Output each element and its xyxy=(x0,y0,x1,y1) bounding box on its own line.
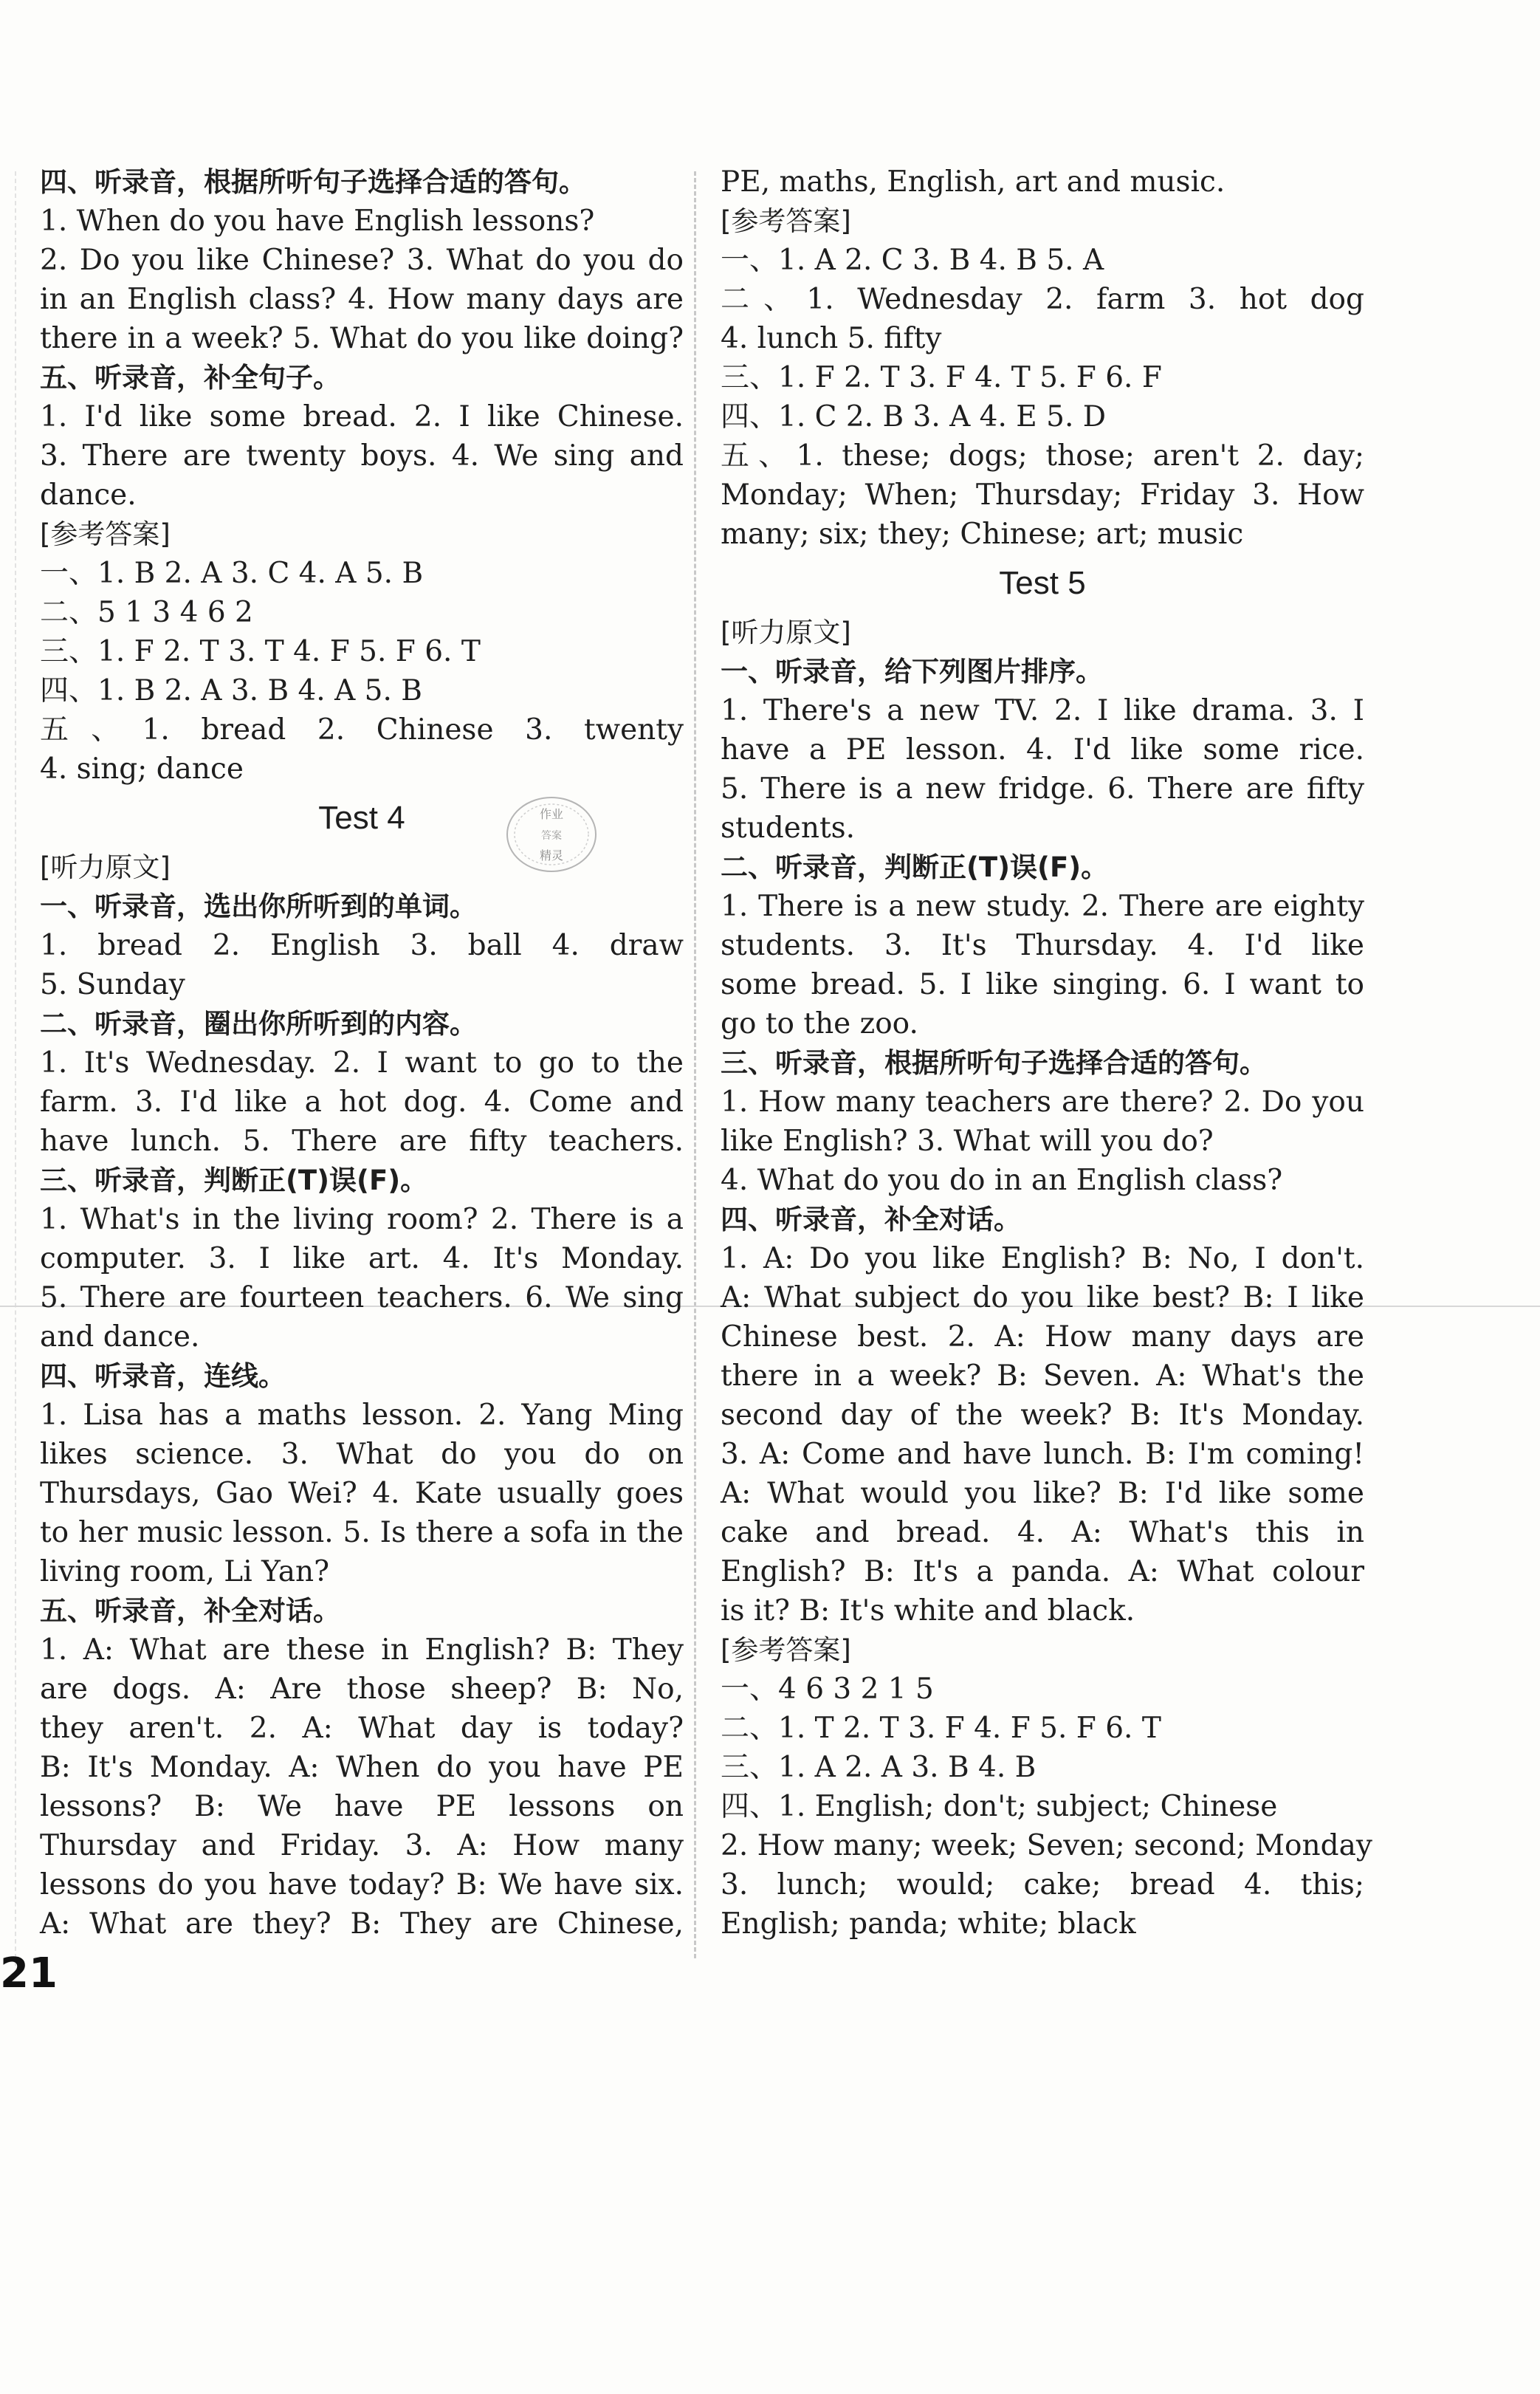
answer-line: 四、1. B 2. A 3. B 4. A 5. B xyxy=(40,674,422,707)
text-line: 1. There is a new study. 2. There are eighty xyxy=(721,890,1364,923)
answer-line: 四、1. English; don't; subject; Chinese xyxy=(721,1790,1278,1823)
text-line: 1. What's in the living room? 2. There is a xyxy=(40,1203,684,1236)
text-line: PE, maths, English, art and music. xyxy=(721,165,1226,199)
text-line: like English? 3. What will you do? xyxy=(721,1125,1214,1158)
text-line: second day of the week? B: It's Monday. xyxy=(721,1399,1364,1432)
answer-key-label: [参考答案] xyxy=(721,205,851,237)
test-title: Test 4 xyxy=(318,800,405,836)
text-line: B: It's Monday. A: When do you have PE xyxy=(40,1751,684,1784)
text-line: have lunch. 5. There are fifty teachers. xyxy=(40,1125,684,1158)
text-line: and dance. xyxy=(40,1320,200,1354)
text-line: 1. A: What are these in English? B: They xyxy=(40,1633,684,1667)
answer-line: English; panda; white; black xyxy=(721,1907,1136,1941)
text-line: there in a week? B: Seven. A: What's the xyxy=(721,1359,1364,1393)
answer-key-label: [参考答案] xyxy=(40,518,171,550)
section-heading: 二、听录音，圈出你所听到的内容。 xyxy=(40,1008,477,1040)
column-divider xyxy=(694,171,696,1958)
text-line: are dogs. A: Are those sheep? B: No, xyxy=(40,1673,684,1706)
section-heading: 三、听录音，根据所听句子选择合适的答句。 xyxy=(721,1047,1267,1079)
text-line: 5. Sunday xyxy=(40,968,185,1001)
section-heading: 二、听录音，判断正(T)误(F)。 xyxy=(721,851,1109,883)
page-number: 21 xyxy=(0,1949,58,1997)
text-line: to her music lesson. 5. Is there a sofa in the xyxy=(40,1516,684,1549)
text-line: 3. There are twenty boys. 4. We sing and xyxy=(40,439,684,473)
text-line: have a PE lesson. 4. I'd like some rice. xyxy=(721,733,1364,766)
stamp-text-middle: 答案 xyxy=(541,830,562,842)
text-line: A: What would you like? B: I'd like some xyxy=(721,1477,1364,1510)
text-line: 1. How many teachers are there? 2. Do you xyxy=(721,1085,1364,1119)
text-line: Thursday and Friday. 3. A: How many xyxy=(40,1829,684,1862)
answer-line: 二、1. Wednesday 2. farm 3. hot dog xyxy=(721,283,1364,316)
answer-line: 3. lunch; would; cake; bread 4. this; xyxy=(721,1868,1364,1901)
text-line: is it? B: It's white and black. xyxy=(721,1594,1135,1628)
text-line: 5. There is a new fridge. 6. There are fifty xyxy=(721,772,1364,806)
text-line: English? B: It's a panda. A: What colour xyxy=(721,1555,1364,1588)
answer-key-label: [参考答案] xyxy=(721,1634,851,1666)
text-line: there in a week? 5. What do you like doing? xyxy=(40,322,684,355)
answer-line: 五、1. these; dogs; those; aren't 2. day; xyxy=(721,439,1364,473)
text-line: go to the zoo. xyxy=(721,1007,918,1040)
text-line: 1. There's a new TV. 2. I like drama. 3. I xyxy=(721,694,1364,727)
answer-line: Monday; When; Thursday; Friday 3. How xyxy=(721,479,1364,512)
text-line: 1. bread 2. English 3. ball 4. draw xyxy=(40,929,684,962)
text-line: dance. xyxy=(40,479,137,512)
text-line: lessons? B: We have PE lessons on xyxy=(40,1790,684,1823)
text-line: A: What are they? B: They are Chinese, xyxy=(40,1907,684,1941)
text-line: 1. When do you have English lessons? xyxy=(40,205,595,238)
section-heading: 三、听录音，判断正(T)误(F)。 xyxy=(40,1165,428,1196)
section-heading: 四、听录音，补全对话。 xyxy=(721,1204,1021,1235)
answer-line: 三、1. A 2. A 3. B 4. B xyxy=(721,1751,1037,1784)
answer-line: 三、1. F 2. T 3. F 4. T 5. F 6. F xyxy=(721,361,1162,394)
text-line: 2. Do you like Chinese? 3. What do you do xyxy=(40,244,684,277)
answer-line: 二、5 1 3 4 6 2 xyxy=(40,596,253,629)
section-heading: 一、听录音，选出你所听到的单词。 xyxy=(40,891,477,922)
text-line: they aren't. 2. A: What day is today? xyxy=(40,1712,684,1745)
margin-rule xyxy=(15,171,16,1966)
transcript-label: [听力原文] xyxy=(721,617,851,648)
stamp-text-bottom: 精灵 xyxy=(539,848,564,862)
text-line: 1. I'd like some bread. 2. I like Chinese. xyxy=(40,400,684,433)
answer-line: 4. lunch 5. fifty xyxy=(721,322,942,355)
stamp-text-top: 作业 xyxy=(539,807,564,821)
section-heading: 五、听录音，补全句子。 xyxy=(40,362,340,394)
text-line: in an English class? 4. How many days are xyxy=(40,283,684,316)
answer-line: 二、1. T 2. T 3. F 4. F 5. F 6. T xyxy=(721,1712,1161,1745)
text-line: living room, Li Yan? xyxy=(40,1555,330,1588)
answer-line: many; six; they; Chinese; art; music xyxy=(721,518,1244,551)
text-line: 1. A: Do you like English? B: No, I don't. xyxy=(721,1242,1364,1275)
answer-line: 四、1. C 2. B 3. A 4. E 5. D xyxy=(721,400,1107,433)
answer-line: 2. How many; week; Seven; second; Monday xyxy=(721,1829,1372,1862)
left-column xyxy=(40,162,684,1944)
section-heading: 四、听录音，根据所听句子选择合适的答句。 xyxy=(40,166,586,198)
text-line: 4. What do you do in an English class? xyxy=(721,1164,1283,1197)
answer-line: 一、4 6 3 2 1 5 xyxy=(721,1673,934,1706)
text-line: 3. A: Come and have lunch. B: I'm coming! xyxy=(721,1438,1364,1471)
text-line: Thursdays, Gao Wei? 4. Kate usually goes xyxy=(40,1477,684,1510)
text-line: cake and bread. 4. A: What's this in xyxy=(721,1516,1364,1549)
text-line: students. xyxy=(721,812,856,845)
watermark-stamp xyxy=(503,792,599,877)
text-line: likes science. 3. What do you do on xyxy=(40,1438,684,1471)
right-column xyxy=(721,162,1372,1944)
section-heading: 五、听录音，补全对话。 xyxy=(40,1595,340,1627)
answer-line: 一、1. A 2. C 3. B 4. B 5. A xyxy=(721,244,1104,277)
text-line: Chinese best. 2. A: How many days are xyxy=(721,1320,1364,1354)
text-line: students. 3. It's Thursday. 4. I'd like xyxy=(721,929,1364,962)
text-line: 1. Lisa has a maths lesson. 2. Yang Ming xyxy=(40,1399,684,1432)
text-line: computer. 3. I like art. 4. It's Monday. xyxy=(40,1242,684,1275)
answer-line: 五、1. bread 2. Chinese 3. twenty xyxy=(40,713,684,747)
test-title: Test 5 xyxy=(999,565,1086,601)
transcript-label: [听力原文] xyxy=(40,851,171,883)
answer-line: 4. sing; dance xyxy=(40,752,244,786)
text-line: some bread. 5. I like singing. 6. I want to xyxy=(721,968,1364,1001)
answer-line: 三、1. F 2. T 3. T 4. F 5. F 6. T xyxy=(40,635,481,668)
text-line: 5. There are fourteen teachers. 6. We sing xyxy=(40,1281,684,1314)
section-heading: 一、听录音，给下列图片排序。 xyxy=(721,656,1103,687)
answer-line: 一、1. B 2. A 3. C 4. A 5. B xyxy=(40,557,424,590)
text-line: farm. 3. I'd like a hot dog. 4. Come and xyxy=(40,1085,684,1119)
text-line: 1. It's Wednesday. 2. I want to go to the xyxy=(40,1046,684,1080)
section-heading: 四、听录音，连线。 xyxy=(40,1360,286,1392)
text-line: A: What subject do you like best? B: I like xyxy=(721,1281,1364,1314)
text-line: lessons do you have today? B: We have six. xyxy=(40,1868,684,1901)
